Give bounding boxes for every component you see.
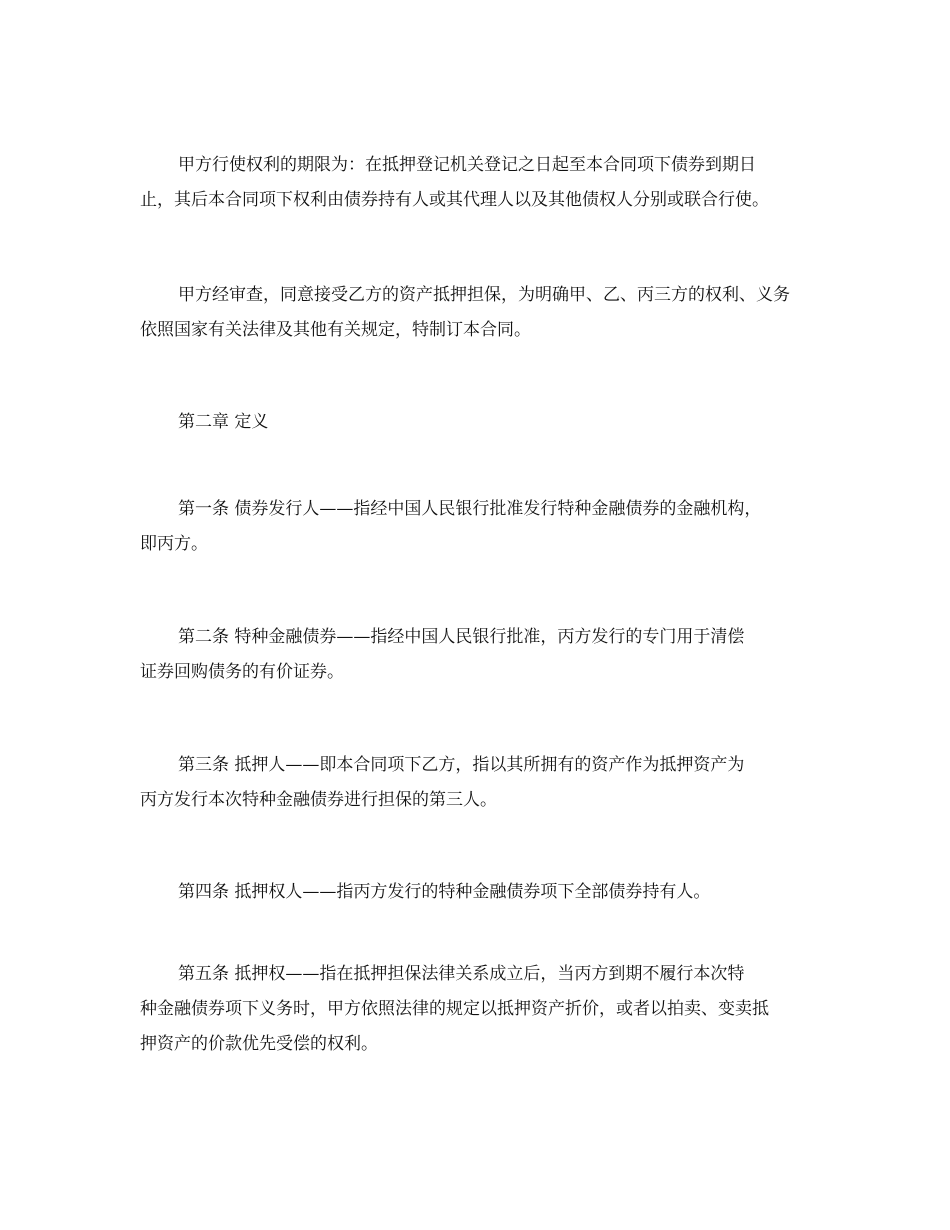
paragraph-line: 甲方经审查，同意接受乙方的资产抵押担保，为明确甲、乙、丙三方的权利、义务 <box>178 285 790 305</box>
paragraph-line: 即丙方。 <box>140 534 208 554</box>
article-5-mortgage-right <box>140 957 820 1062</box>
article-1-bond-issuer <box>140 492 820 562</box>
paragraph-line: 丙方发行本次特种金融债券进行担保的第三人。 <box>140 790 497 810</box>
paragraph-review-consent <box>140 278 820 348</box>
paragraph-line: 止，其后本合同项下权利由债券持有人或其代理人以及其他债权人分别或联合行使。 <box>140 190 769 210</box>
paragraph-line: 第四条 抵押权人——指丙方发行的特种金融债券项下全部债券持有人。 <box>178 882 711 902</box>
paragraph-line: 第三条 抵押人——即本合同项下乙方，指以其所拥有的资产作为抵押资产为 <box>178 755 745 775</box>
paragraph-line: 第一条 债券发行人——指经中国人民银行批准发行特种金融债券的金融机构， <box>178 499 762 519</box>
paragraph-line: 证券回购债务的有价证券。 <box>140 662 344 682</box>
paragraph-line: 种金融债券项下义务时，甲方依照法律的规定以抵押资产折价，或者以拍卖、变卖抵 <box>140 999 769 1019</box>
paragraph-line: 依照国家有关法律及其他有关规定，特制订本合同。 <box>140 320 531 340</box>
chapter-title: 第二章 定义 <box>178 412 269 432</box>
article-3-mortgagor <box>140 748 820 818</box>
paragraph-exercise-period <box>140 148 820 218</box>
paragraph-line: 押资产的价款优先受偿的权利。 <box>140 1034 378 1054</box>
article-4-mortgagee <box>140 875 820 910</box>
chapter-heading-definitions <box>140 405 820 440</box>
paragraph-line: 甲方行使权利的期限为：在抵押登记机关登记之日起至本合同项下债券到期日 <box>178 155 756 175</box>
article-2-special-financial-bond <box>140 620 820 690</box>
paragraph-line: 第五条 抵押权——指在抵押担保法律关系成立后，当丙方到期不履行本次特 <box>178 964 745 984</box>
paragraph-line: 第二条 特种金融债券——指经中国人民银行批准，丙方发行的专门用于清偿 <box>178 627 745 647</box>
